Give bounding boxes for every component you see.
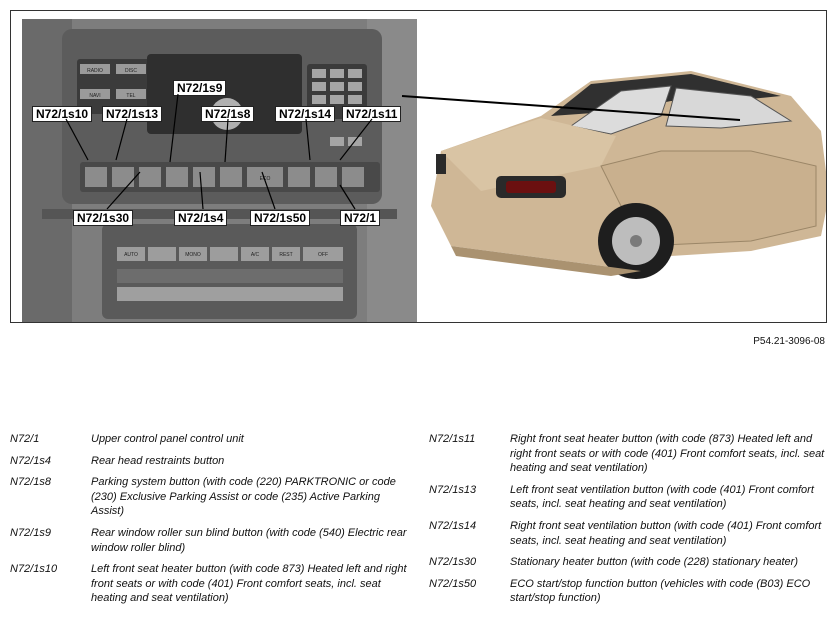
legend-description: Parking system button (with code (220) PARKTRONIC or code (230) Exclusive Parking Assist or code (235) Active Parking Assist) <box>91 476 396 518</box>
dashboard-photo <box>22 19 417 323</box>
legend-row <box>10 562 410 606</box>
legend-code: N72/1s9 <box>10 526 51 539</box>
legend-code: N72/1s8 <box>10 476 51 489</box>
legend-code: N72/1s13 <box>429 483 477 496</box>
legend-code: N72/1s30 <box>429 556 477 569</box>
callout-n72-1s8: N72/1s8 <box>201 106 254 122</box>
legend-code: N72/1s11 <box>429 433 476 445</box>
panel-label-tel: TEL <box>126 93 136 99</box>
legend-description: ECO start/stop function button (vehicles with code (B03) ECO start/stop function) <box>510 577 811 605</box>
legend-code: N72/1s4 <box>10 454 51 467</box>
panel-label-auto: AUTO <box>124 252 138 258</box>
legend-code: N72/1s10 <box>10 563 58 576</box>
legend-right-column <box>429 432 829 613</box>
callout-n72-1: N72/1 <box>340 210 380 226</box>
legend-row <box>429 577 829 606</box>
legend-row <box>429 483 829 512</box>
legend-row <box>429 555 829 570</box>
panel-label-navi: NAVI <box>89 93 101 99</box>
legend-description: Left front seat ventilation button (with code (401) Front comfort seats, incl. seat heating and seat ventilation) <box>510 483 814 511</box>
callout-n72-1s9: N72/1s9 <box>173 80 226 96</box>
legend-description: Right front seat heater button (with code (873) Heated left and right front seats or with code (401) Front comfort seats, incl. seat heating and seat ventilation) <box>510 433 825 475</box>
panel-label-disc: DISC <box>125 68 137 74</box>
legend-code: N72/1 <box>10 433 40 445</box>
legend-description: Rear window roller sun blind button (with code (540) Electric rear window roller blind) <box>91 526 407 554</box>
figure-reference: P54.21-3096-08 <box>753 336 825 347</box>
legend-description: Left front seat heater button (with code 873) Heated left and right front seats or with code (401) Front comfort seats, incl. seat heating and seat ventilation) <box>91 563 407 605</box>
callout-n72-1s30: N72/1s30 <box>73 210 133 226</box>
panel-label-mono: MONO <box>185 252 201 258</box>
callout-n72-1s14: N72/1s14 <box>275 106 335 122</box>
legend-row <box>10 432 410 447</box>
legend-description: Stationary heater button (with code (228) stationary heater) <box>510 556 798 569</box>
legend-row <box>10 454 410 469</box>
panel-label-radio: RADIO <box>87 68 103 74</box>
panel-label-off: OFF <box>318 252 328 258</box>
panel-label-eco: ECO <box>259 176 271 182</box>
legend-description: Upper control panel control unit <box>91 433 244 445</box>
legend-description: Rear head restraints button <box>91 454 225 467</box>
legend-code: N72/1s14 <box>429 519 477 532</box>
panel-label-ac: A/C <box>250 252 260 258</box>
legend-description: Right front seat ventilation button (with code (401) Front comfort seats, incl. seat heating and seat ventilation) <box>510 519 822 547</box>
legend-row <box>429 432 829 476</box>
legend-code: N72/1s50 <box>429 577 477 590</box>
callout-n72-1s50: N72/1s50 <box>250 210 310 226</box>
panel-label-rest: REST <box>279 252 293 258</box>
legend-row <box>10 526 410 555</box>
callout-n72-1s11: N72/1s11 <box>342 106 401 122</box>
legend-left-column <box>10 432 410 613</box>
legend-row <box>429 519 829 548</box>
callout-n72-1s13: N72/1s13 <box>102 106 162 122</box>
car-illustration <box>421 56 827 296</box>
legend-row <box>10 475 410 519</box>
figure-frame <box>10 10 827 323</box>
callout-n72-1s10: N72/1s10 <box>32 106 92 122</box>
callout-n72-1s4: N72/1s4 <box>174 210 227 226</box>
